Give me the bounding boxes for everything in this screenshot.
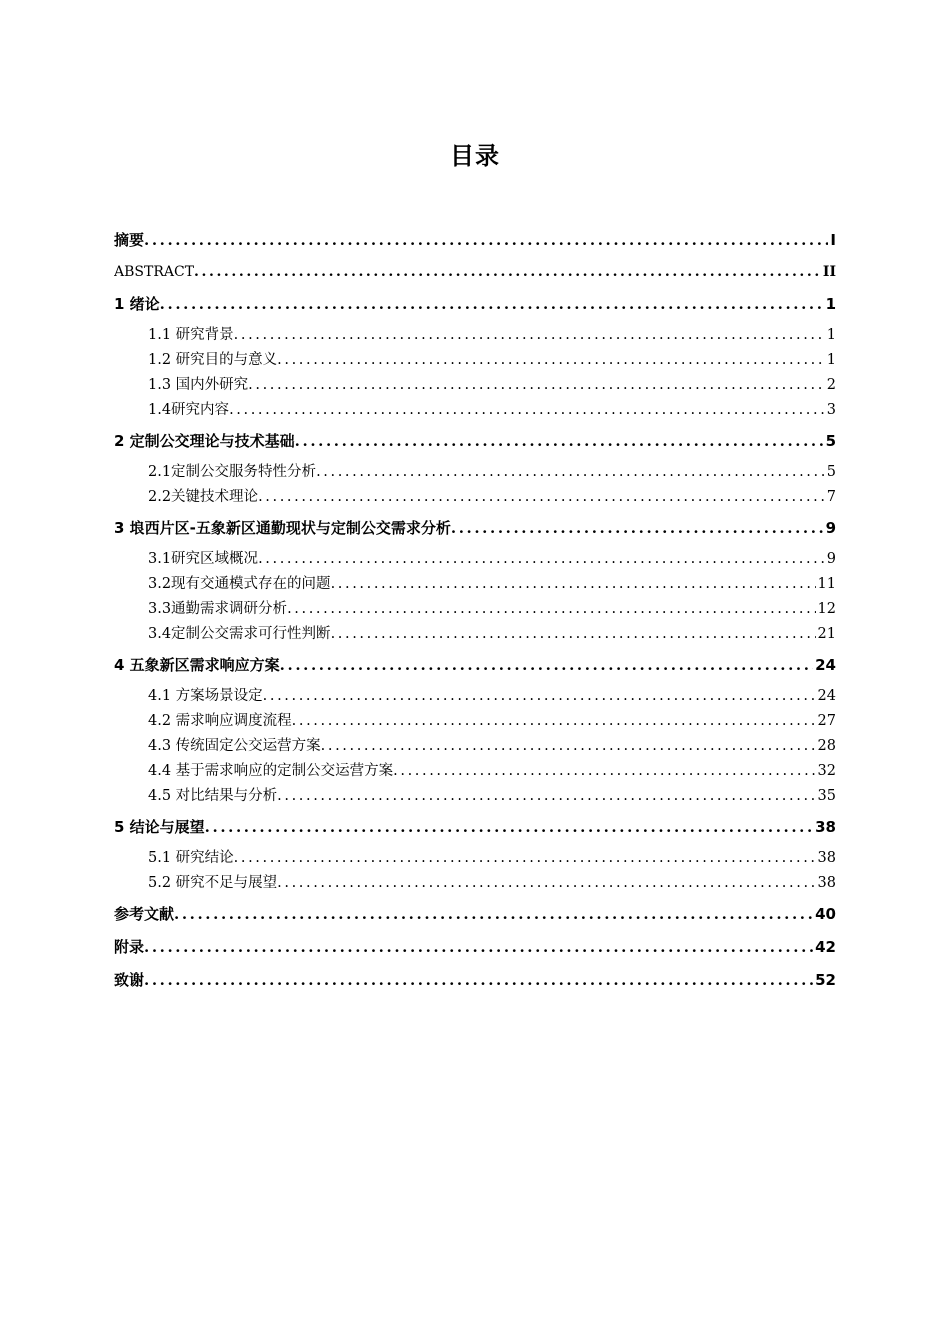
toc-entry-page: 35: [817, 788, 836, 804]
toc-leader-dots: [263, 686, 816, 706]
toc-leader-dots: [258, 487, 825, 507]
toc-entry-section-4-5[interactable]: [114, 786, 836, 815]
toc-entry-page: 7: [826, 489, 836, 505]
toc-entry-label: 4.4 基于需求响应的定制公交运营方案: [148, 763, 394, 779]
toc-entry-section-4-3[interactable]: [114, 736, 836, 761]
toc-entry-references[interactable]: [114, 902, 836, 935]
toc-entry-label: 2.2关键技术理论: [148, 489, 259, 505]
table-of-contents: [114, 228, 836, 1001]
toc-entry-label: 1.2 研究目的与意义: [148, 352, 278, 368]
toc-entry-label: 摘要: [114, 231, 145, 249]
toc-leader-dots: [234, 848, 816, 868]
toc-leader-dots: [287, 599, 815, 619]
toc-entry-section-3-3[interactable]: [114, 599, 836, 624]
toc-entry-page: 24: [815, 656, 836, 674]
toc-entry-section-3-1[interactable]: [114, 549, 836, 574]
toc-leader-dots: [277, 786, 815, 806]
toc-entry-section-1-3[interactable]: [114, 375, 836, 400]
toc-entry-acknowledgements[interactable]: [114, 968, 836, 1001]
toc-entry-page: 12: [817, 601, 836, 617]
toc-entry-label: ABSTRACT: [114, 264, 195, 280]
toc-entry-label: 4.3 传统固定公交运营方案: [148, 738, 321, 754]
toc-leader-dots: [451, 516, 824, 540]
toc-entry-page: 11: [817, 576, 836, 592]
toc-entry-page: 32: [817, 763, 836, 779]
toc-entry-page: II: [822, 264, 836, 280]
toc-entry-section-3-4[interactable]: [114, 624, 836, 653]
toc-leader-dots: [160, 292, 824, 316]
toc-entry-page: 9: [826, 551, 836, 567]
toc-leader-dots: [194, 260, 821, 284]
toc-entry-chapter-1[interactable]: [114, 292, 836, 325]
toc-entry-page: 38: [817, 850, 836, 866]
toc-entry-abstract-en[interactable]: [114, 260, 836, 292]
toc-entry-page: 3: [826, 402, 836, 418]
toc-entry-label: 5.1 研究结论: [148, 850, 234, 866]
toc-entry-page: 40: [815, 905, 836, 923]
toc-entry-page: 1: [825, 295, 836, 313]
toc-leader-dots: [393, 761, 815, 781]
toc-leader-dots: [292, 711, 816, 731]
toc-entry-section-5-2[interactable]: [114, 873, 836, 902]
toc-entry-section-4-1[interactable]: [114, 686, 836, 711]
toc-entry-label: 4.2 需求响应调度流程: [148, 713, 292, 729]
toc-leader-dots: [144, 968, 813, 992]
toc-entry-page: 5: [826, 464, 836, 480]
toc-entry-section-2-2[interactable]: [114, 487, 836, 516]
toc-entry-label: 3.2现有交通模式存在的问题: [148, 576, 331, 592]
toc-entry-label: 1 绪论: [114, 295, 160, 313]
toc-leader-dots: [205, 815, 813, 839]
toc-entry-page: 1: [826, 352, 836, 368]
toc-entry-label: 4.1 方案场景设定: [148, 688, 263, 704]
toc-entry-label: 1.3 国内外研究: [148, 377, 249, 393]
toc-entry-chapter-3[interactable]: [114, 516, 836, 549]
toc-entry-section-3-2[interactable]: [114, 574, 836, 599]
toc-entry-label: 3.3通勤需求调研分析: [148, 601, 288, 617]
toc-leader-dots: [258, 549, 825, 569]
toc-entry-page: 5: [825, 432, 836, 450]
toc-entry-page: 42: [815, 938, 836, 956]
toc-entry-label: 4 五象新区需求响应方案: [114, 656, 280, 674]
toc-entry-label: 3 埌西片区-五象新区通勤现状与定制公交需求分析: [114, 519, 451, 537]
toc-entry-page: 2: [826, 377, 836, 393]
toc-entry-page: I: [830, 231, 836, 249]
toc-entry-label: 4.5 对比结果与分析: [148, 788, 278, 804]
toc-entry-label: 1.4研究内容: [148, 402, 230, 418]
toc-entry-label: 1.1 研究背景: [148, 327, 234, 343]
toc-leader-dots: [248, 375, 825, 395]
toc-leader-dots: [277, 873, 815, 893]
toc-leader-dots: [295, 429, 824, 453]
toc-leader-dots: [144, 228, 828, 252]
toc-entry-label: 2.1定制公交服务特性分析: [148, 464, 317, 480]
toc-leader-dots: [277, 350, 825, 370]
toc-entry-page: 21: [817, 626, 836, 642]
toc-entry-page: 9: [825, 519, 836, 537]
toc-entry-page: 52: [815, 971, 836, 989]
toc-leader-dots: [144, 935, 813, 959]
toc-entry-appendix[interactable]: [114, 935, 836, 968]
toc-entry-page: 27: [817, 713, 836, 729]
toc-entry-chapter-2[interactable]: [114, 429, 836, 462]
page-title: 目录: [450, 142, 500, 170]
toc-entry-section-4-2[interactable]: [114, 711, 836, 736]
toc-leader-dots: [280, 653, 813, 677]
toc-entry-label: 3.4定制公交需求可行性判断: [148, 626, 331, 642]
toc-entry-abstract-cn[interactable]: [114, 228, 836, 260]
toc-leader-dots: [331, 574, 816, 594]
toc-leader-dots: [174, 902, 813, 926]
toc-entry-label: 5 结论与展望: [114, 818, 205, 836]
toc-entry-section-5-1[interactable]: [114, 848, 836, 873]
toc-entry-section-1-2[interactable]: [114, 350, 836, 375]
toc-entry-label: 3.1研究区域概况: [148, 551, 259, 567]
toc-entry-chapter-4[interactable]: [114, 653, 836, 686]
toc-entry-page: 38: [817, 875, 836, 891]
toc-entry-label: 2 定制公交理论与技术基础: [114, 432, 295, 450]
toc-entry-section-1-4[interactable]: [114, 400, 836, 429]
toc-entry-label: 参考文献: [114, 905, 175, 923]
toc-leader-dots: [234, 325, 825, 345]
toc-entry-page: 28: [817, 738, 836, 754]
toc-entry-section-4-4[interactable]: [114, 761, 836, 786]
toc-entry-section-1-1[interactable]: [114, 325, 836, 350]
toc-entry-chapter-5[interactable]: [114, 815, 836, 848]
toc-entry-label: 致谢: [114, 971, 145, 989]
toc-entry-page: 24: [817, 688, 836, 704]
toc-leader-dots: [331, 624, 816, 644]
toc-leader-dots: [321, 736, 816, 756]
toc-entry-label: 附录: [114, 938, 145, 956]
toc-entry-section-2-1[interactable]: [114, 462, 836, 487]
toc-entry-page: 1: [826, 327, 836, 343]
toc-leader-dots: [316, 462, 825, 482]
toc-entry-page: 38: [815, 818, 836, 836]
toc-entry-label: 5.2 研究不足与展望: [148, 875, 278, 891]
toc-leader-dots: [229, 400, 825, 420]
